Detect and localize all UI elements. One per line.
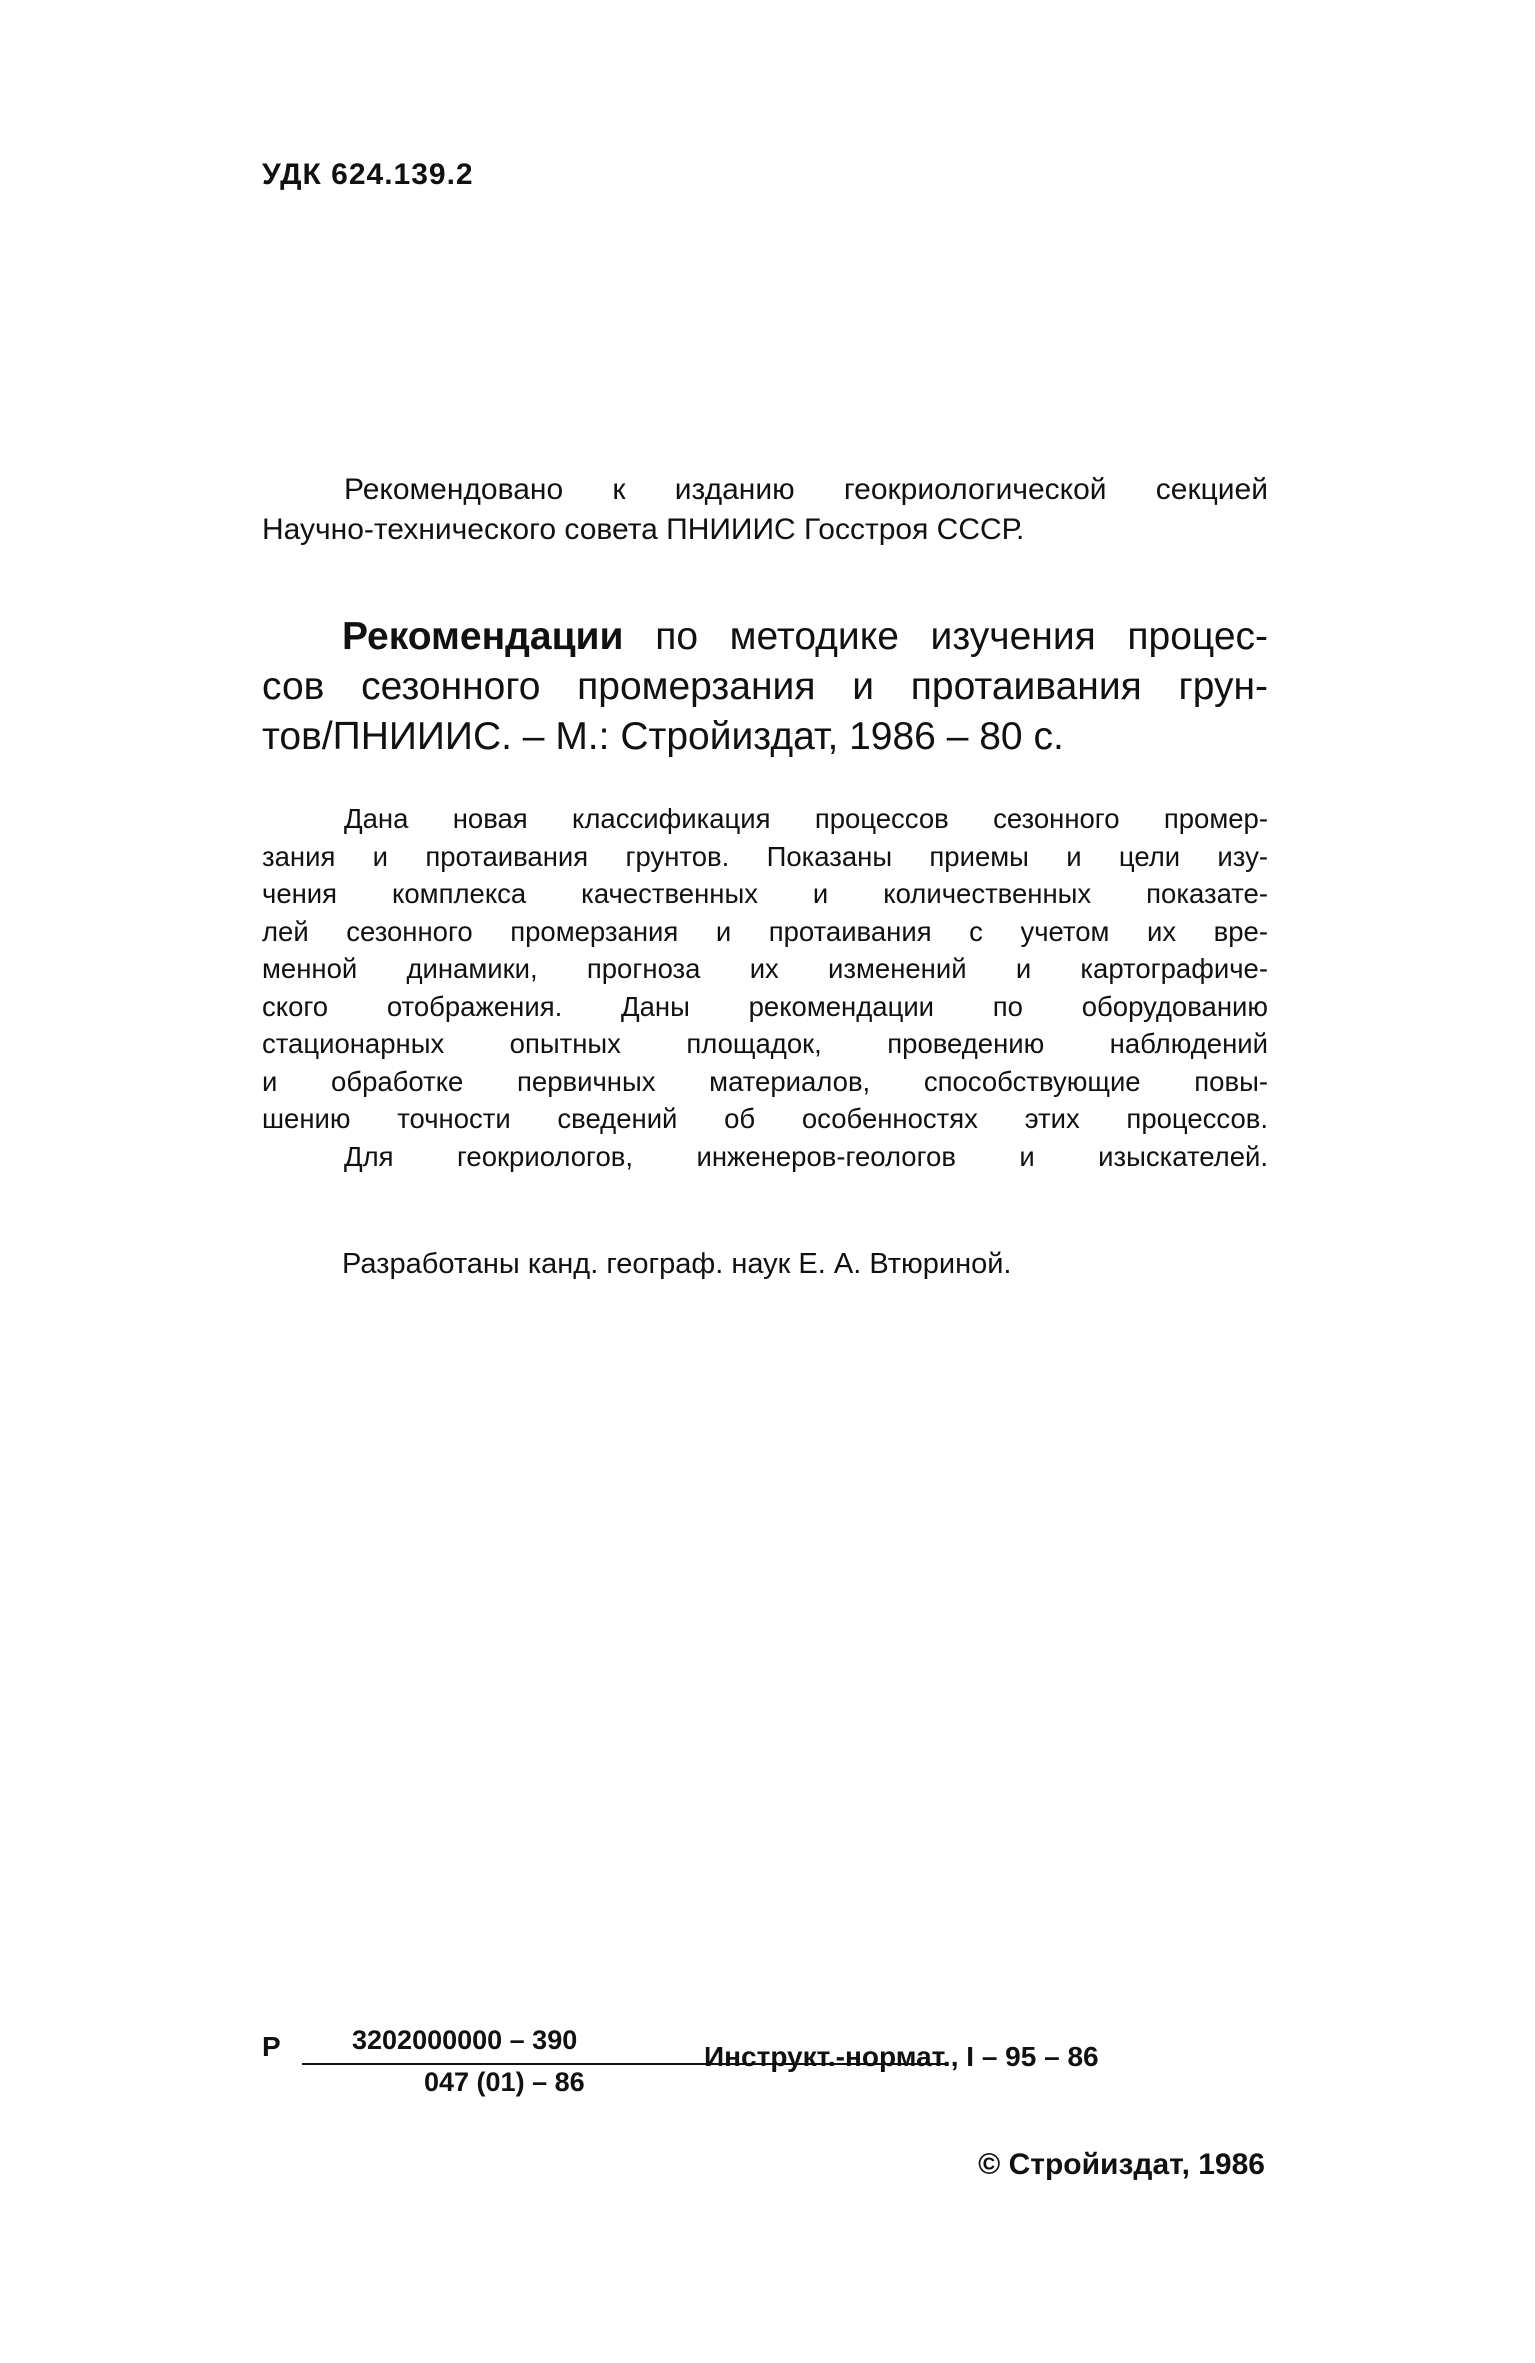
bib-line-1-rest: по методике изучения процес- (623, 615, 1268, 658)
book-title: Рекомендации (342, 615, 624, 658)
recommendation-note (262, 470, 1268, 550)
abstract-line: зания и протаивания грунтов. Показаны приемы и цели изу- (262, 840, 1268, 872)
abstract (262, 800, 1268, 1175)
abstract-line: шению точности сведений об особенностях этих процессов. (262, 1103, 1268, 1134)
bibliographic-description (262, 612, 1268, 762)
recommendation-line-1: Рекомендовано к изданию геокриологической секцией (344, 473, 1268, 506)
bbk-letter: Р (262, 2031, 281, 2062)
copyright: © Стройиздат, 1986 (978, 2148, 1265, 2181)
bib-line-1 (262, 612, 1268, 662)
bbk-code: Инструкт.-нормат., I – 95 – 86 (704, 2041, 1099, 2072)
abstract-line: менной динамики, прогноза их изменений и картографиче- (262, 953, 1268, 984)
abstract-line: ского отображения. Даны рекомендации по оборудованию (262, 990, 1268, 1022)
bbk-denominator: 047 (01) – 86 (424, 2067, 585, 2097)
abstract-line: стационарных опытных площадок, проведению наблюдений (262, 1028, 1268, 1059)
bib-line-3: тов/ПНИИИС. – М.: Стройиздат, 1986 – 80 с. (262, 715, 1064, 758)
abstract-line: чения комплекса качественных и количественных показате- (262, 878, 1268, 909)
recommendation-line-2: Научно-технического совета ПНИИИС Госстроя СССР. (262, 513, 1025, 546)
bbk-numerator: 3202000000 – 390 (352, 2025, 578, 2055)
bbk-index (262, 2025, 1268, 2105)
abstract-line: и обработке первичных материалов, способствующие повы- (262, 1065, 1268, 1097)
abstract-line: Дана новая классификация процессов сезонного промер- (344, 803, 1268, 834)
abstract-line: лей сезонного промерзания и протаивания с учетом их вре- (262, 915, 1268, 947)
developed-by: Разработаны канд. географ. наук Е. А. Втюриной. (342, 1248, 1012, 1280)
bib-line-2: сов сезонного промерзания и протаивания грун- (262, 665, 1268, 708)
udk-code: УДК 624.139.2 (262, 158, 474, 191)
audience-line: Для геокриологов, инженеров-геологов и изыскателей. (344, 1140, 1268, 1172)
